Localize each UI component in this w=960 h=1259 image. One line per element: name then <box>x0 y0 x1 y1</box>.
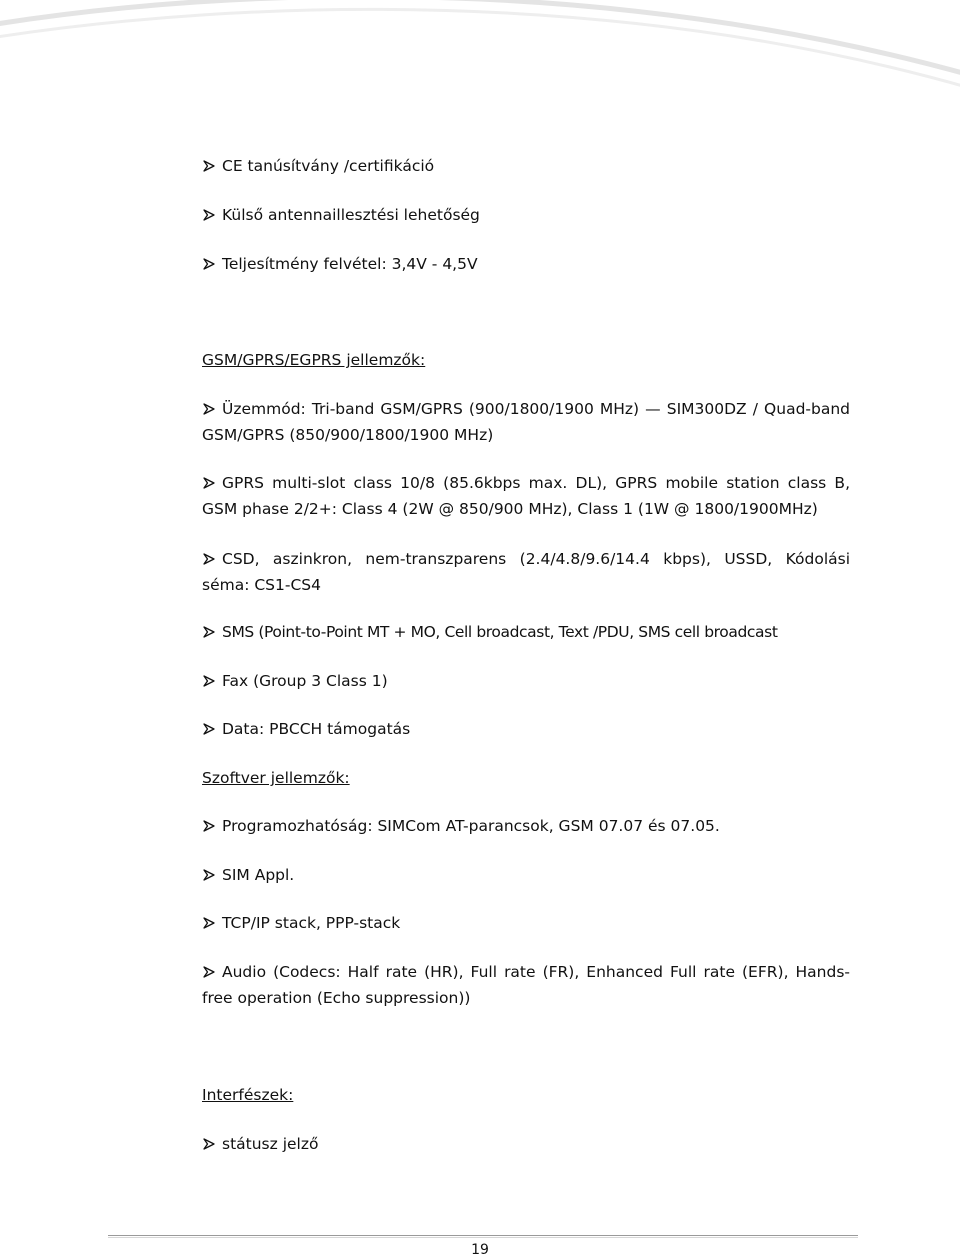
list-item <box>202 546 850 598</box>
list-item-text: státusz jelző <box>222 1135 319 1153</box>
list-item <box>202 1131 850 1157</box>
list-item <box>202 862 850 888</box>
section-heading-software: Szoftver jellemzők: <box>202 769 350 787</box>
list-item <box>202 813 850 839</box>
list-item-text: Audio (Codecs: Half rate (HR), Full rate (FR), Enhanced Full rate (EFR), Hands-free operation (Echo suppression)) <box>202 963 850 1007</box>
arrowhead-bullet-icon <box>202 910 216 936</box>
arrowhead-bullet-icon <box>202 202 216 228</box>
list-item-text: SMS (Point-to-Point MT + MO, Cell broadcast, Text /PDU, SMS cell broadcast <box>222 623 778 641</box>
list-item-text: Teljesítmény felvétel: 3,4V - 4,5V <box>222 255 478 273</box>
arrowhead-bullet-icon <box>202 470 216 496</box>
list-item <box>202 716 850 742</box>
arrowhead-bullet-icon <box>202 1131 216 1157</box>
section-heading-gsm: GSM/GPRS/EGPRS jellemzők: <box>202 351 426 369</box>
list-item <box>202 251 850 277</box>
list-item-text: Üzemmód: Tri-band GSM/GPRS (900/1800/1900 MHz) — SIM300DZ / Quad-band GSM/GPRS (850/900/1800/1900 MHz) <box>202 400 850 444</box>
decorative-swoosh <box>0 0 960 120</box>
list-item <box>202 396 850 448</box>
arrowhead-bullet-icon <box>202 251 216 277</box>
list-item-text: GPRS multi-slot class 10/8 (85.6kbps max. DL), GPRS mobile station class B, GSM phase 2/2+: Class 4 (2W @ 850/900 MHz), Class 1 (1W @ 1800/1900MHz) <box>202 474 850 518</box>
arrowhead-bullet-icon <box>202 619 216 645</box>
list-item <box>202 910 850 936</box>
arrowhead-bullet-icon <box>202 153 216 179</box>
list-item-text: Külső antennaillesztési lehetőség <box>222 206 480 224</box>
arrowhead-bullet-icon <box>202 813 216 839</box>
arrowhead-bullet-icon <box>202 862 216 888</box>
footer-divider-shadow <box>108 1237 858 1238</box>
section-heading-interfaces: Interfészek: <box>202 1086 294 1104</box>
list-item-text: Data: PBCCH támogatás <box>222 720 411 738</box>
page-number: 19 <box>471 1242 489 1258</box>
list-item-text: CSD, aszinkron, nem-transzparens (2.4/4.8/9.6/14.4 kbps), USSD, Kódolási séma: CS1-CS4 <box>202 550 850 594</box>
list-item-text: SIM Appl. <box>222 866 295 884</box>
arrowhead-bullet-icon <box>202 716 216 742</box>
arrowhead-bullet-icon <box>202 546 216 572</box>
list-item-text: Programozhatóság: SIMCom AT-parancsok, GSM 07.07 és 07.05. <box>222 817 720 835</box>
list-item <box>202 668 850 694</box>
arrowhead-bullet-icon <box>202 396 216 422</box>
list-item <box>202 202 850 228</box>
list-item <box>202 619 850 645</box>
list-item-text: CE tanúsítvány /certifikáció <box>222 157 435 175</box>
list-item-text: TCP/IP stack, PPP-stack <box>222 914 401 932</box>
list-item-text: Fax (Group 3 Class 1) <box>222 672 388 690</box>
list-item <box>202 959 850 1011</box>
list-item <box>202 153 850 179</box>
list-item <box>202 470 850 522</box>
arrowhead-bullet-icon <box>202 959 216 985</box>
footer-divider <box>108 1235 858 1236</box>
arrowhead-bullet-icon <box>202 668 216 694</box>
